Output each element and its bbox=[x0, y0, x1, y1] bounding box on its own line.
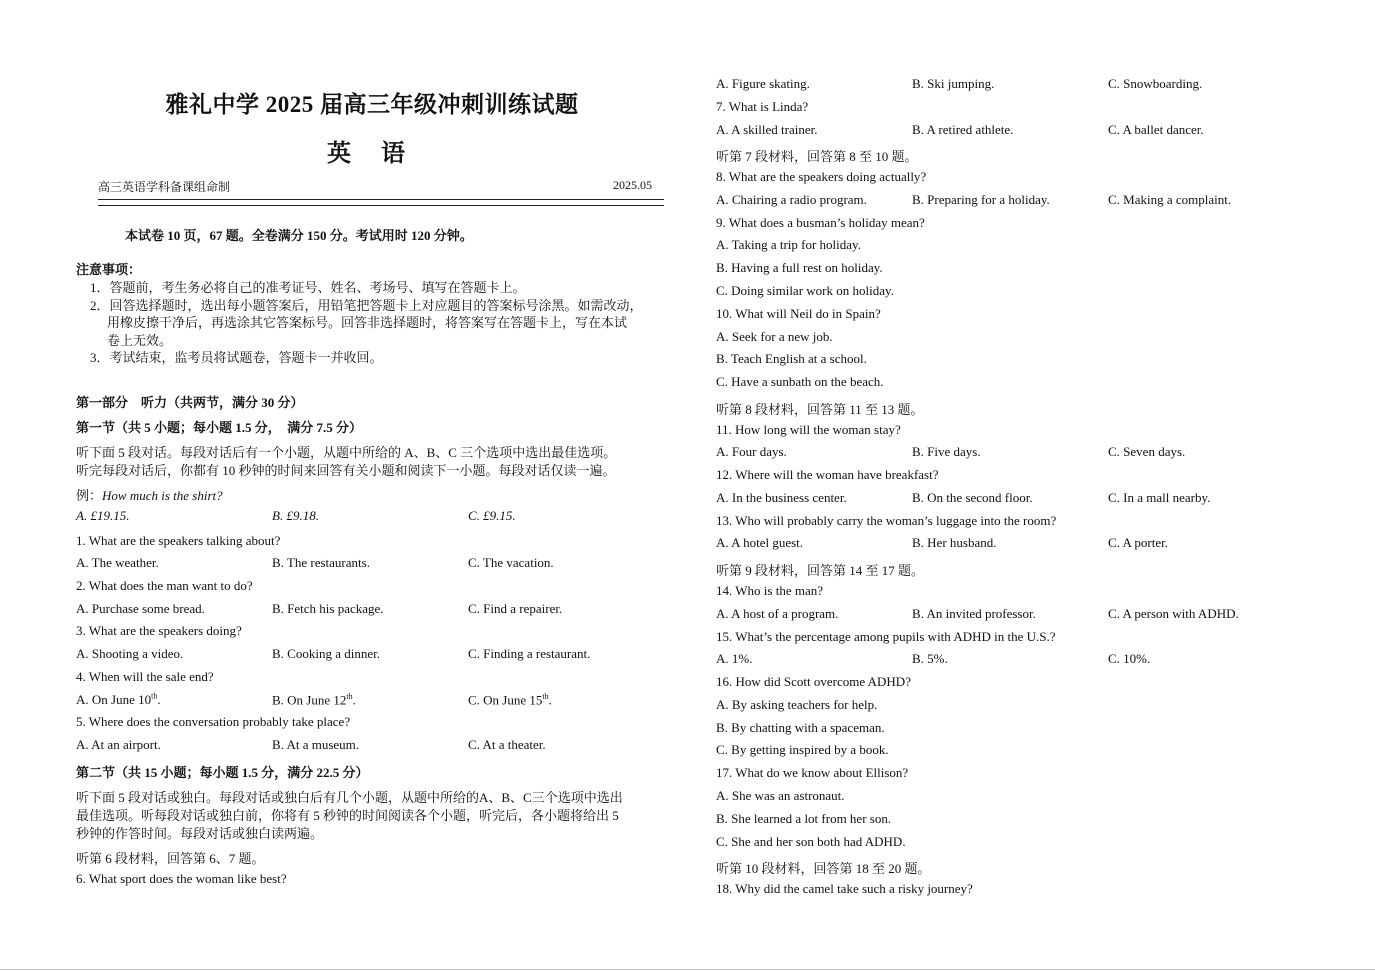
sec2-instr-a: 听下面 5 段对话或独白。每段对话或独白后有几个小题，从题中所给的A、B、C三个选项中选出 bbox=[76, 790, 623, 805]
q4b-sup: th bbox=[346, 692, 353, 701]
example-label: 例： bbox=[76, 488, 103, 503]
q4a-text: A. On June 10 bbox=[76, 692, 152, 708]
q4c-text: C. On June 15 bbox=[468, 692, 543, 708]
q3-option-a: A. Shooting a video. bbox=[76, 646, 184, 661]
q6-option-b: B. Ski jumping. bbox=[912, 76, 995, 91]
question-2: 2. What does the man want to do? bbox=[76, 578, 253, 593]
q16-option-a: A. By asking teachers for help. bbox=[716, 697, 878, 712]
question-1: 1. What are the speakers talking about? bbox=[76, 533, 281, 548]
sec1-instr-a: 听下面 5 段对话。每段对话后有一个小题，从题中所给的 A、B、C 三个选项中选出最佳选项。 bbox=[76, 445, 617, 460]
header-rule-bottom bbox=[98, 205, 664, 206]
question-8: 8. What are the speakers doing actually? bbox=[716, 169, 927, 184]
exam-title: 雅礼中学 2025 届高三年级冲刺训练试题 bbox=[165, 92, 579, 117]
question-9: 9. What does a busman’s holiday mean? bbox=[716, 215, 925, 230]
q9-option-c: C. Doing similar work on holiday. bbox=[716, 283, 894, 298]
q4-options bbox=[76, 692, 668, 708]
sec1-instr-b: 听完每段对话后，你都有 10 秒钟的时间来回答有关小题和阅读下一小题。每段对话仅读一遍。 bbox=[76, 463, 616, 478]
q11-option-b: B. Five days. bbox=[912, 444, 981, 459]
q2-option-c: C. Find a repairer. bbox=[468, 601, 563, 616]
header-rule-top bbox=[98, 199, 664, 200]
example-option-c: C. £9.15. bbox=[468, 508, 516, 523]
q15-options bbox=[716, 651, 1336, 667]
q9-option-b: B. Having a full rest on holiday. bbox=[716, 260, 883, 275]
note-2a: 2．回答选择题时，选出每小题答案后，用铅笔把答题卡上对应题目的答案标号涂黑。如需改动， bbox=[90, 297, 643, 313]
q11-option-a: A. Four days. bbox=[716, 444, 787, 459]
sec2-heading: 第二节（共 15 小题；每小题 1.5 分，满分 22.5 分） bbox=[76, 765, 369, 780]
issuer: 高三英语学科备课组命制 bbox=[98, 180, 231, 194]
question-10: 10. What will Neil do in Spain? bbox=[716, 306, 881, 321]
q12-option-a: A. In the business center. bbox=[716, 490, 847, 505]
q15-option-a: A. 1%. bbox=[716, 651, 753, 666]
q10-option-b: B. Teach English at a school. bbox=[716, 351, 867, 366]
q4a-sup: th bbox=[151, 692, 158, 701]
q4b-text: B. On June 12 bbox=[272, 692, 347, 708]
material-9: 听第 9 段材料，回答第 14 至 17 题。 bbox=[716, 563, 925, 578]
q6-option-c: C. Snowboarding. bbox=[1108, 76, 1203, 91]
question-12: 12. Where will the woman have breakfast? bbox=[716, 467, 939, 482]
q17-option-b: B. She learned a lot from her son. bbox=[716, 811, 892, 826]
example-options bbox=[76, 508, 668, 524]
q1-options bbox=[76, 555, 668, 571]
q2-option-a: A. Purchase some bread. bbox=[76, 601, 205, 616]
q4-option-b: B. On June 12th. bbox=[272, 692, 356, 708]
question-3: 3. What are the speakers doing? bbox=[76, 623, 242, 638]
question-7: 7. What is Linda? bbox=[716, 99, 809, 114]
q1-option-a: A. The weather. bbox=[76, 555, 159, 570]
material-6: 听第 6 段材料，回答第 6、7 题。 bbox=[76, 851, 265, 866]
q5-options bbox=[76, 737, 668, 753]
q12-options bbox=[716, 490, 1336, 506]
q11-option-c: C. Seven days. bbox=[1108, 444, 1186, 459]
note-2b: 用橡皮擦干净后，再选涂其它答案标号。回答非选择题时，将答案写在答题卡上，写在本试 bbox=[107, 315, 628, 330]
q13-option-c: C. A porter. bbox=[1108, 535, 1168, 550]
q6-options bbox=[716, 76, 1336, 92]
notes-list bbox=[90, 279, 670, 367]
question-5: 5. Where does the conversation probably take place? bbox=[76, 714, 351, 729]
sec2-instr-c: 秒钟的作答时间。每段对话或独白读两遍。 bbox=[76, 826, 324, 841]
example-option-b: B. £9.18. bbox=[272, 508, 319, 523]
q17-option-c: C. She and her son both had ADHD. bbox=[716, 834, 906, 849]
question-17: 17. What do we know about Ellison? bbox=[716, 765, 909, 780]
q11-options bbox=[716, 444, 1336, 460]
subject-title: 英 语 bbox=[327, 141, 417, 167]
material-10: 听第 10 段材料，回答第 18 至 20 题。 bbox=[716, 861, 931, 876]
q14-option-a: A. A host of a program. bbox=[716, 606, 839, 621]
part1-heading: 第一部分 听力（共两节，满分 30 分） bbox=[76, 395, 304, 410]
q7-option-b: B. A retired athlete. bbox=[912, 122, 1014, 137]
example-option-a: A. £19.15. bbox=[76, 508, 130, 523]
q2-option-b: B. Fetch his package. bbox=[272, 601, 384, 616]
q5-option-b: B. At a museum. bbox=[272, 737, 360, 752]
sec1-heading: 第一节（共 5 小题；每小题 1.5 分， 满分 7.5 分） bbox=[76, 420, 363, 435]
q8-option-c: C. Making a complaint. bbox=[1108, 192, 1232, 207]
q5-option-c: C. At a theater. bbox=[468, 737, 546, 752]
q14-options bbox=[716, 606, 1336, 622]
q16-option-b: B. By chatting with a spaceman. bbox=[716, 720, 885, 735]
question-6: 6. What sport does the woman like best? bbox=[76, 871, 287, 886]
q14-option-b: B. An invited professor. bbox=[912, 606, 1036, 621]
header-line bbox=[98, 178, 664, 195]
q13-options bbox=[716, 535, 1336, 551]
intro-text: 本试卷 10 页，67 题。全卷满分 150 分。考试用时 120 分钟。 bbox=[125, 228, 473, 243]
q7-option-c: C. A ballet dancer. bbox=[1108, 122, 1204, 137]
q7-options bbox=[716, 122, 1336, 138]
q9-option-a: A. Taking a trip for holiday. bbox=[716, 237, 861, 252]
q12-option-b: B. On the second floor. bbox=[912, 490, 1033, 505]
q7-option-a: A. A skilled trainer. bbox=[716, 122, 818, 137]
q3-options bbox=[76, 646, 668, 662]
example-text: How much is the shirt? bbox=[102, 488, 223, 503]
question-18: 18. Why did the camel take such a risky journey? bbox=[716, 881, 973, 896]
sec2-instr-b: 最佳选项。听每段对话或独白前，你将有 5 秒钟的时间阅读各个小题，听完后，各小题将给出 5 bbox=[76, 808, 619, 823]
note-1: 1．答题前，考生务必将自己的准考证号、姓名、考场号、填写在答题卡上。 bbox=[90, 280, 526, 295]
exam-date: 2025.05 bbox=[613, 178, 652, 192]
note-2c: 卷上无效。 bbox=[107, 332, 173, 348]
q2-options bbox=[76, 601, 668, 617]
question-14: 14. Who is the man? bbox=[716, 583, 823, 598]
q8-option-b: B. Preparing for a holiday. bbox=[912, 192, 1050, 207]
example-question bbox=[76, 485, 223, 504]
q16-option-c: C. By getting inspired by a book. bbox=[716, 742, 889, 757]
q13-option-b: B. Her husband. bbox=[912, 535, 997, 550]
q8-option-a: A. Chairing a radio program. bbox=[716, 192, 867, 207]
q10-option-a: A. Seek for a new job. bbox=[716, 329, 833, 344]
note-3: 3．考试结束，监考员将试题卷，答题卡一并收回。 bbox=[90, 350, 383, 365]
q4c-sup: th bbox=[542, 692, 549, 701]
q14-option-c: C. A person with ADHD. bbox=[1108, 606, 1239, 621]
q3-option-c: C. Finding a restaurant. bbox=[468, 646, 591, 661]
question-4: 4. When will the sale end? bbox=[76, 669, 214, 684]
q15-option-b: B. 5%. bbox=[912, 651, 948, 666]
q3-option-b: B. Cooking a dinner. bbox=[272, 646, 380, 661]
q8-options bbox=[716, 192, 1336, 208]
q4-option-a: A. On June 10th. bbox=[76, 692, 161, 708]
q15-option-c: C. 10%. bbox=[1108, 651, 1151, 666]
q10-option-c: C. Have a sunbath on the beach. bbox=[716, 374, 884, 389]
q6-option-a: A. Figure skating. bbox=[716, 76, 810, 91]
q4-option-c: C. On June 15th. bbox=[468, 692, 552, 708]
q13-option-a: A. A hotel guest. bbox=[716, 535, 804, 550]
question-16: 16. How did Scott overcome ADHD? bbox=[716, 674, 911, 689]
q17-option-a: A. She was an astronaut. bbox=[716, 788, 845, 803]
q5-option-a: A. At an airport. bbox=[76, 737, 161, 752]
question-13: 13. Who will probably carry the woman’s luggage into the room? bbox=[716, 513, 1057, 528]
question-15: 15. What’s the percentage among pupils with ADHD in the U.S.? bbox=[716, 629, 1056, 644]
notes-heading: 注意事项： bbox=[76, 262, 142, 277]
q12-option-c: C. In a mall nearby. bbox=[1108, 490, 1211, 505]
question-11: 11. How long will the woman stay? bbox=[716, 422, 901, 437]
q1-option-c: C. The vacation. bbox=[468, 555, 554, 570]
material-8: 听第 8 段材料，回答第 11 至 13 题。 bbox=[716, 402, 924, 417]
material-7: 听第 7 段材料，回答第 8 至 10 题。 bbox=[716, 149, 918, 164]
q1-option-b: B. The restaurants. bbox=[272, 555, 370, 570]
